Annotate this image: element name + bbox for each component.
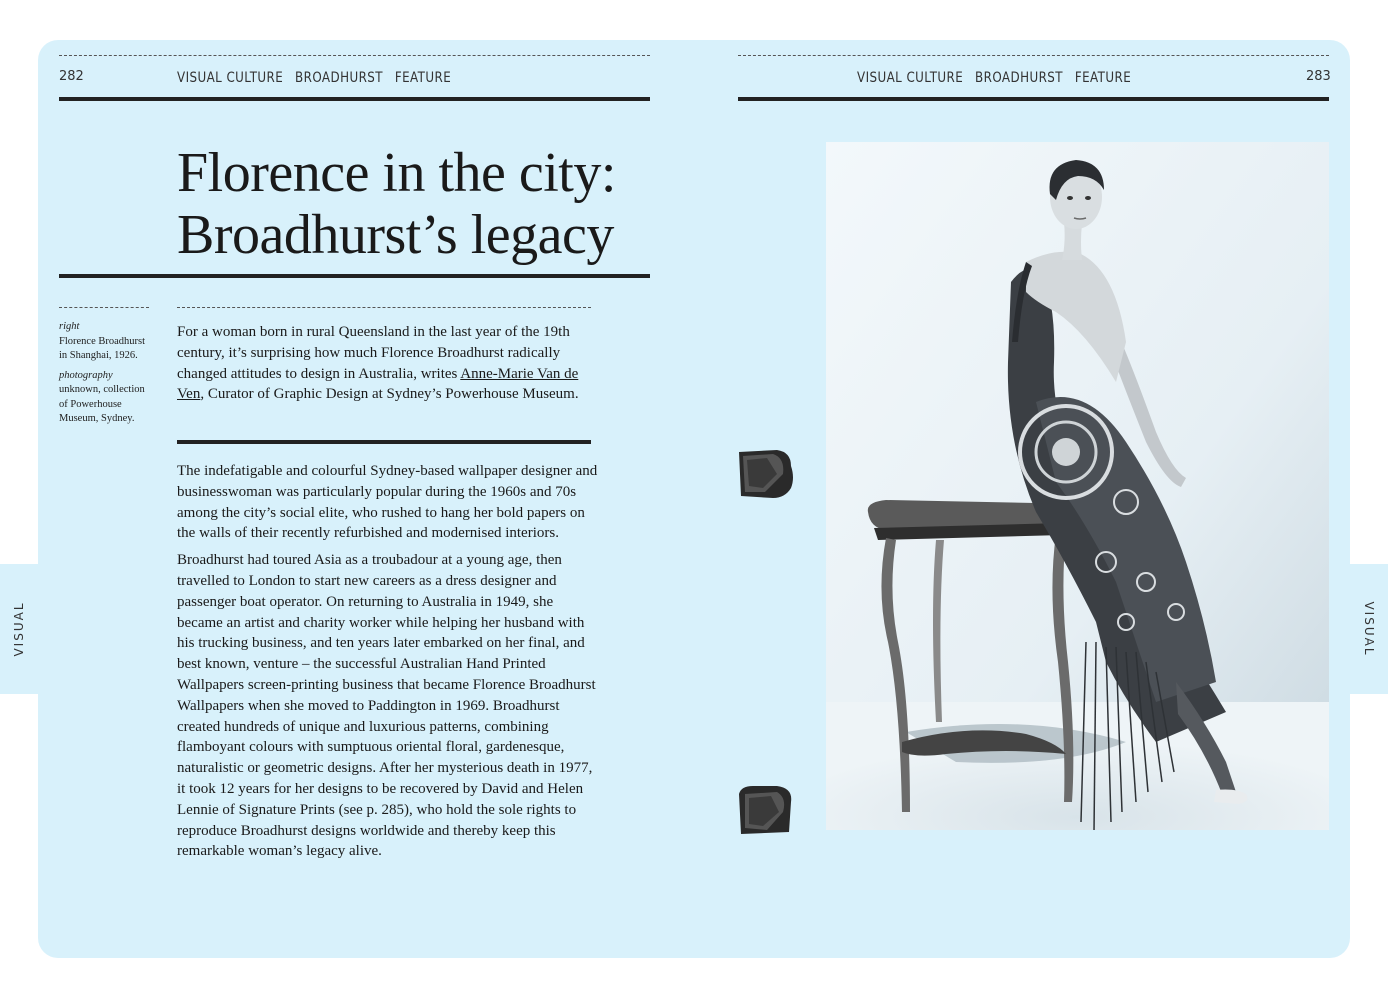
running-head-left [177,70,459,86]
caption-position-label: right [59,321,80,332]
photo-corner-sticker-top [737,448,795,500]
author-link[interactable]: Anne-Marie Van de Ven [177,365,579,403]
section-tab-right [1350,564,1388,694]
intro-text: , Curator of Graphic Design at Sydney’s Powerhouse Museum. [200,386,579,403]
body-paragraph: The indefatigable and colourful Sydney-based wallpaper designer and businesswoman was particularly popular during the 1960s and 70s among the city’s social elite, who rushed to hang her bold papers on the walls of their recently refurbished and modernised interiors. [177,463,598,542]
running-head-topic: BROADHURST [295,70,383,86]
title-thick-rule [59,274,650,278]
florence-broadhurst-photo [826,142,1329,830]
photo-corner-sticker-bottom [737,784,795,836]
intro-thick-rule [177,440,591,444]
running-head-section: VISUAL CULTURE [177,70,284,86]
header-thick-rule [59,97,650,101]
article-title [177,142,657,266]
header-thick-rule [738,97,1329,101]
caption-dashed-rule [59,307,149,308]
body-paragraph: Broadhurst had toured Asia as a troubadour at a young age, then travelled to London to start new careers as a dress designer and passenger boat operator. On returning to Australia in 1949, she became an artist and charity worker while helping her husband with his trucking business, and ten years later embarked on her final, and best known, venture – the successful Australian Hand Printed Wallpapers screen-printing business that became Florence Broadhurst Wallpapers when she moved to Paddington in 1969. Broadhurst created hundreds of unique and luxurious patterns, combining flamboyant colours with sumptuous oriental floral, gardenesque, naturalistic or geometric designs. After her mysterious death in 1977, it took 12 years for her designs to be recovered by David and Helen Lennie of Signature Prints (see p. 285), who hold the sole rights to reproduce Broadhurst designs worldwide and thereby keep this remarkable woman’s legacy alive. [177,552,596,860]
section-tab-left [0,564,38,694]
article-intro [177,322,597,405]
intro-text: For a woman born in rural Queensland in the last year of the 19th century, it’s surprising how much Florence Broadhurst radically changed attitudes to design in Australia, writes [177,324,570,382]
intro-dashed-rule [177,307,591,308]
page-number-left: 282 [59,69,84,84]
header-dashed-rule [59,55,650,56]
caption-subject: Florence Broadhurst in Shanghai, 1926. [59,335,146,361]
title-line-1: Florence in the city: [177,142,616,204]
photo-caption [59,320,149,432]
article-body [177,461,602,868]
section-tab-label: VISUAL [12,601,26,657]
title-line-2: Broadhurst’s legacy [177,204,614,266]
running-head-type: FEATURE [1074,70,1132,86]
page-number-right: 283 [1306,69,1331,84]
running-head-type: FEATURE [394,70,452,86]
running-head-section: VISUAL CULTURE [857,70,964,86]
section-tab-label: VISUAL [1362,601,1376,657]
caption-credit: unknown, collection of Powerhouse Museum, Sydney. [59,384,145,424]
running-head-topic: BROADHURST [975,70,1063,86]
caption-credit-label: photography [59,369,113,381]
running-head-right [857,70,1139,86]
header-dashed-rule [738,55,1329,56]
